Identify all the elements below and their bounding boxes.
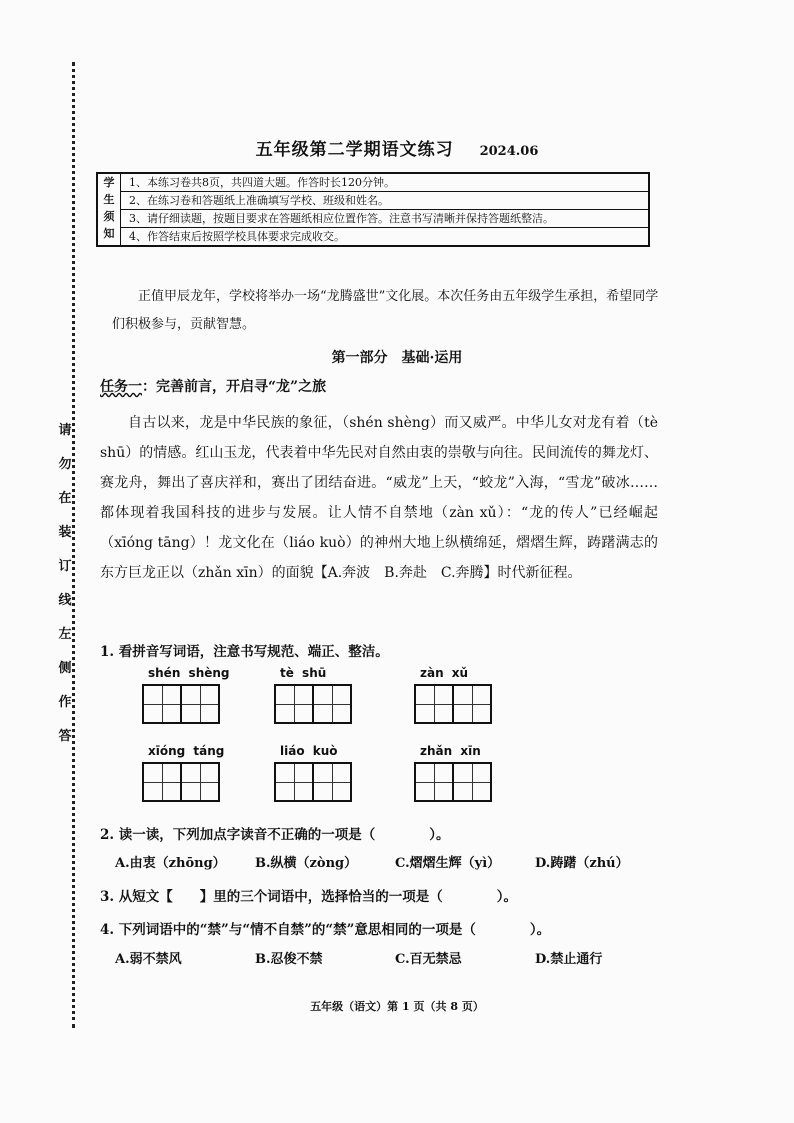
question-4-options bbox=[115, 948, 675, 967]
writing-box[interactable] bbox=[452, 762, 492, 802]
option-d: D.禁止通行 bbox=[535, 952, 603, 967]
page-footer: 五年级（语文）第 1 页（共 8 页） bbox=[310, 1000, 484, 1013]
option-a: A.弱不禁风 bbox=[115, 952, 182, 967]
exam-date: 2024.06 bbox=[479, 144, 539, 159]
question-1: 1. 看拼音写词语，注意书写规范、端正、整洁。 bbox=[100, 644, 389, 660]
notice-line: 2、在练习卷和答题纸上准确填写学校、班级和姓名。 bbox=[121, 192, 648, 210]
writing-box[interactable] bbox=[312, 684, 352, 724]
question-2: 2. 读一读，下列加点字读音不正确的一项是（ ）。 bbox=[100, 827, 450, 843]
writing-box[interactable] bbox=[414, 684, 454, 724]
notice-side-label: 学 生 须 知 bbox=[98, 174, 121, 245]
notice-line: 1、本练习卷共8页，共四道大题。作答时长120分钟。 bbox=[121, 174, 648, 192]
writing-box[interactable] bbox=[452, 684, 492, 724]
option-b: B.忍俊不禁 bbox=[255, 952, 323, 967]
question-4: 4. 下列词语中的“禁”与“情不自禁”的“禁”意思相同的一项是（ ）。 bbox=[100, 922, 551, 938]
page-title: 五年级第二学期语文练习 2024.06 bbox=[255, 140, 539, 160]
intro-paragraph: 正值甲辰龙年，学校将举办一场“龙腾盛世”文化展。本次任务由五年级学生承担，希望同学们积极参与，贡献智慧。 bbox=[112, 289, 659, 332]
writing-box[interactable] bbox=[142, 684, 182, 724]
writing-grid: xīóng táng bbox=[142, 744, 224, 802]
writing-grid: tè shū bbox=[274, 666, 350, 724]
option-a: A.由衷（zhōng） bbox=[115, 856, 226, 871]
reading-passage: 自古以来，龙是中华民族的象征，（shén shèng）而又威严。中华儿女对龙有着（tè shū）的情感。红山玉龙，代表着中华先民对自然由衷的崇敬与向往。民间流传的舞龙灯、赛龙舟，舞出了喜庆祥和，赛出了团结奋进。“威龙”上天，“蛟龙”入海，“雪龙”破冰……都体现着我国科技的进步与发展。让人情不自禁地（zàn xǔ）：“龙的传人”已经崛起（xīóng tāng）！龙文化在（liáo kuò）的神州大地上纵横绵延，熠熠生辉，踌躇满志的东方巨龙正以（zhǎn xīn）的面貌【A.奔波 B.奔赴 C.奔腾】时代新征程。 bbox=[100, 415, 658, 581]
student-notice-box bbox=[96, 172, 650, 247]
writing-box[interactable] bbox=[180, 762, 220, 802]
question-3: 3. 从短文【 】里的三个词语中，选择恰当的一项是（ ）。 bbox=[100, 889, 518, 905]
notice-line: 3、请仔细读题，按题目要求在答题纸相应位置作答。注意书写清晰并保持答题纸整洁。 bbox=[121, 210, 648, 228]
option-b: B.纵横（zòng） bbox=[255, 856, 358, 871]
writing-box[interactable] bbox=[312, 762, 352, 802]
writing-box[interactable] bbox=[414, 762, 454, 802]
writing-box[interactable] bbox=[142, 762, 182, 802]
option-d: D.踌躇（zhú） bbox=[535, 856, 629, 871]
writing-grid: liáo kuò bbox=[274, 744, 350, 802]
writing-grid: zhǎn xīn bbox=[414, 744, 490, 802]
task-heading: 任务一：完善前言，开启寻“龙”之旅 bbox=[100, 379, 327, 395]
part-title: 第一部分 基础·运用 bbox=[331, 350, 463, 366]
option-c: C.百无禁忌 bbox=[395, 952, 462, 967]
writing-grid: zàn xǔ bbox=[414, 666, 490, 724]
notice-line: 4、作答结束后按照学校具体要求完成收交。 bbox=[129, 230, 345, 243]
writing-box[interactable] bbox=[274, 762, 314, 802]
question-2-options bbox=[115, 852, 675, 871]
writing-box[interactable] bbox=[274, 684, 314, 724]
writing-grid: shén shèng bbox=[142, 666, 230, 724]
binding-instruction: 请 勿 在 装 订 线 左 侧 作 答 bbox=[58, 423, 72, 744]
writing-box[interactable] bbox=[180, 684, 220, 724]
option-c: C.熠熠生辉（yì） bbox=[395, 856, 501, 871]
